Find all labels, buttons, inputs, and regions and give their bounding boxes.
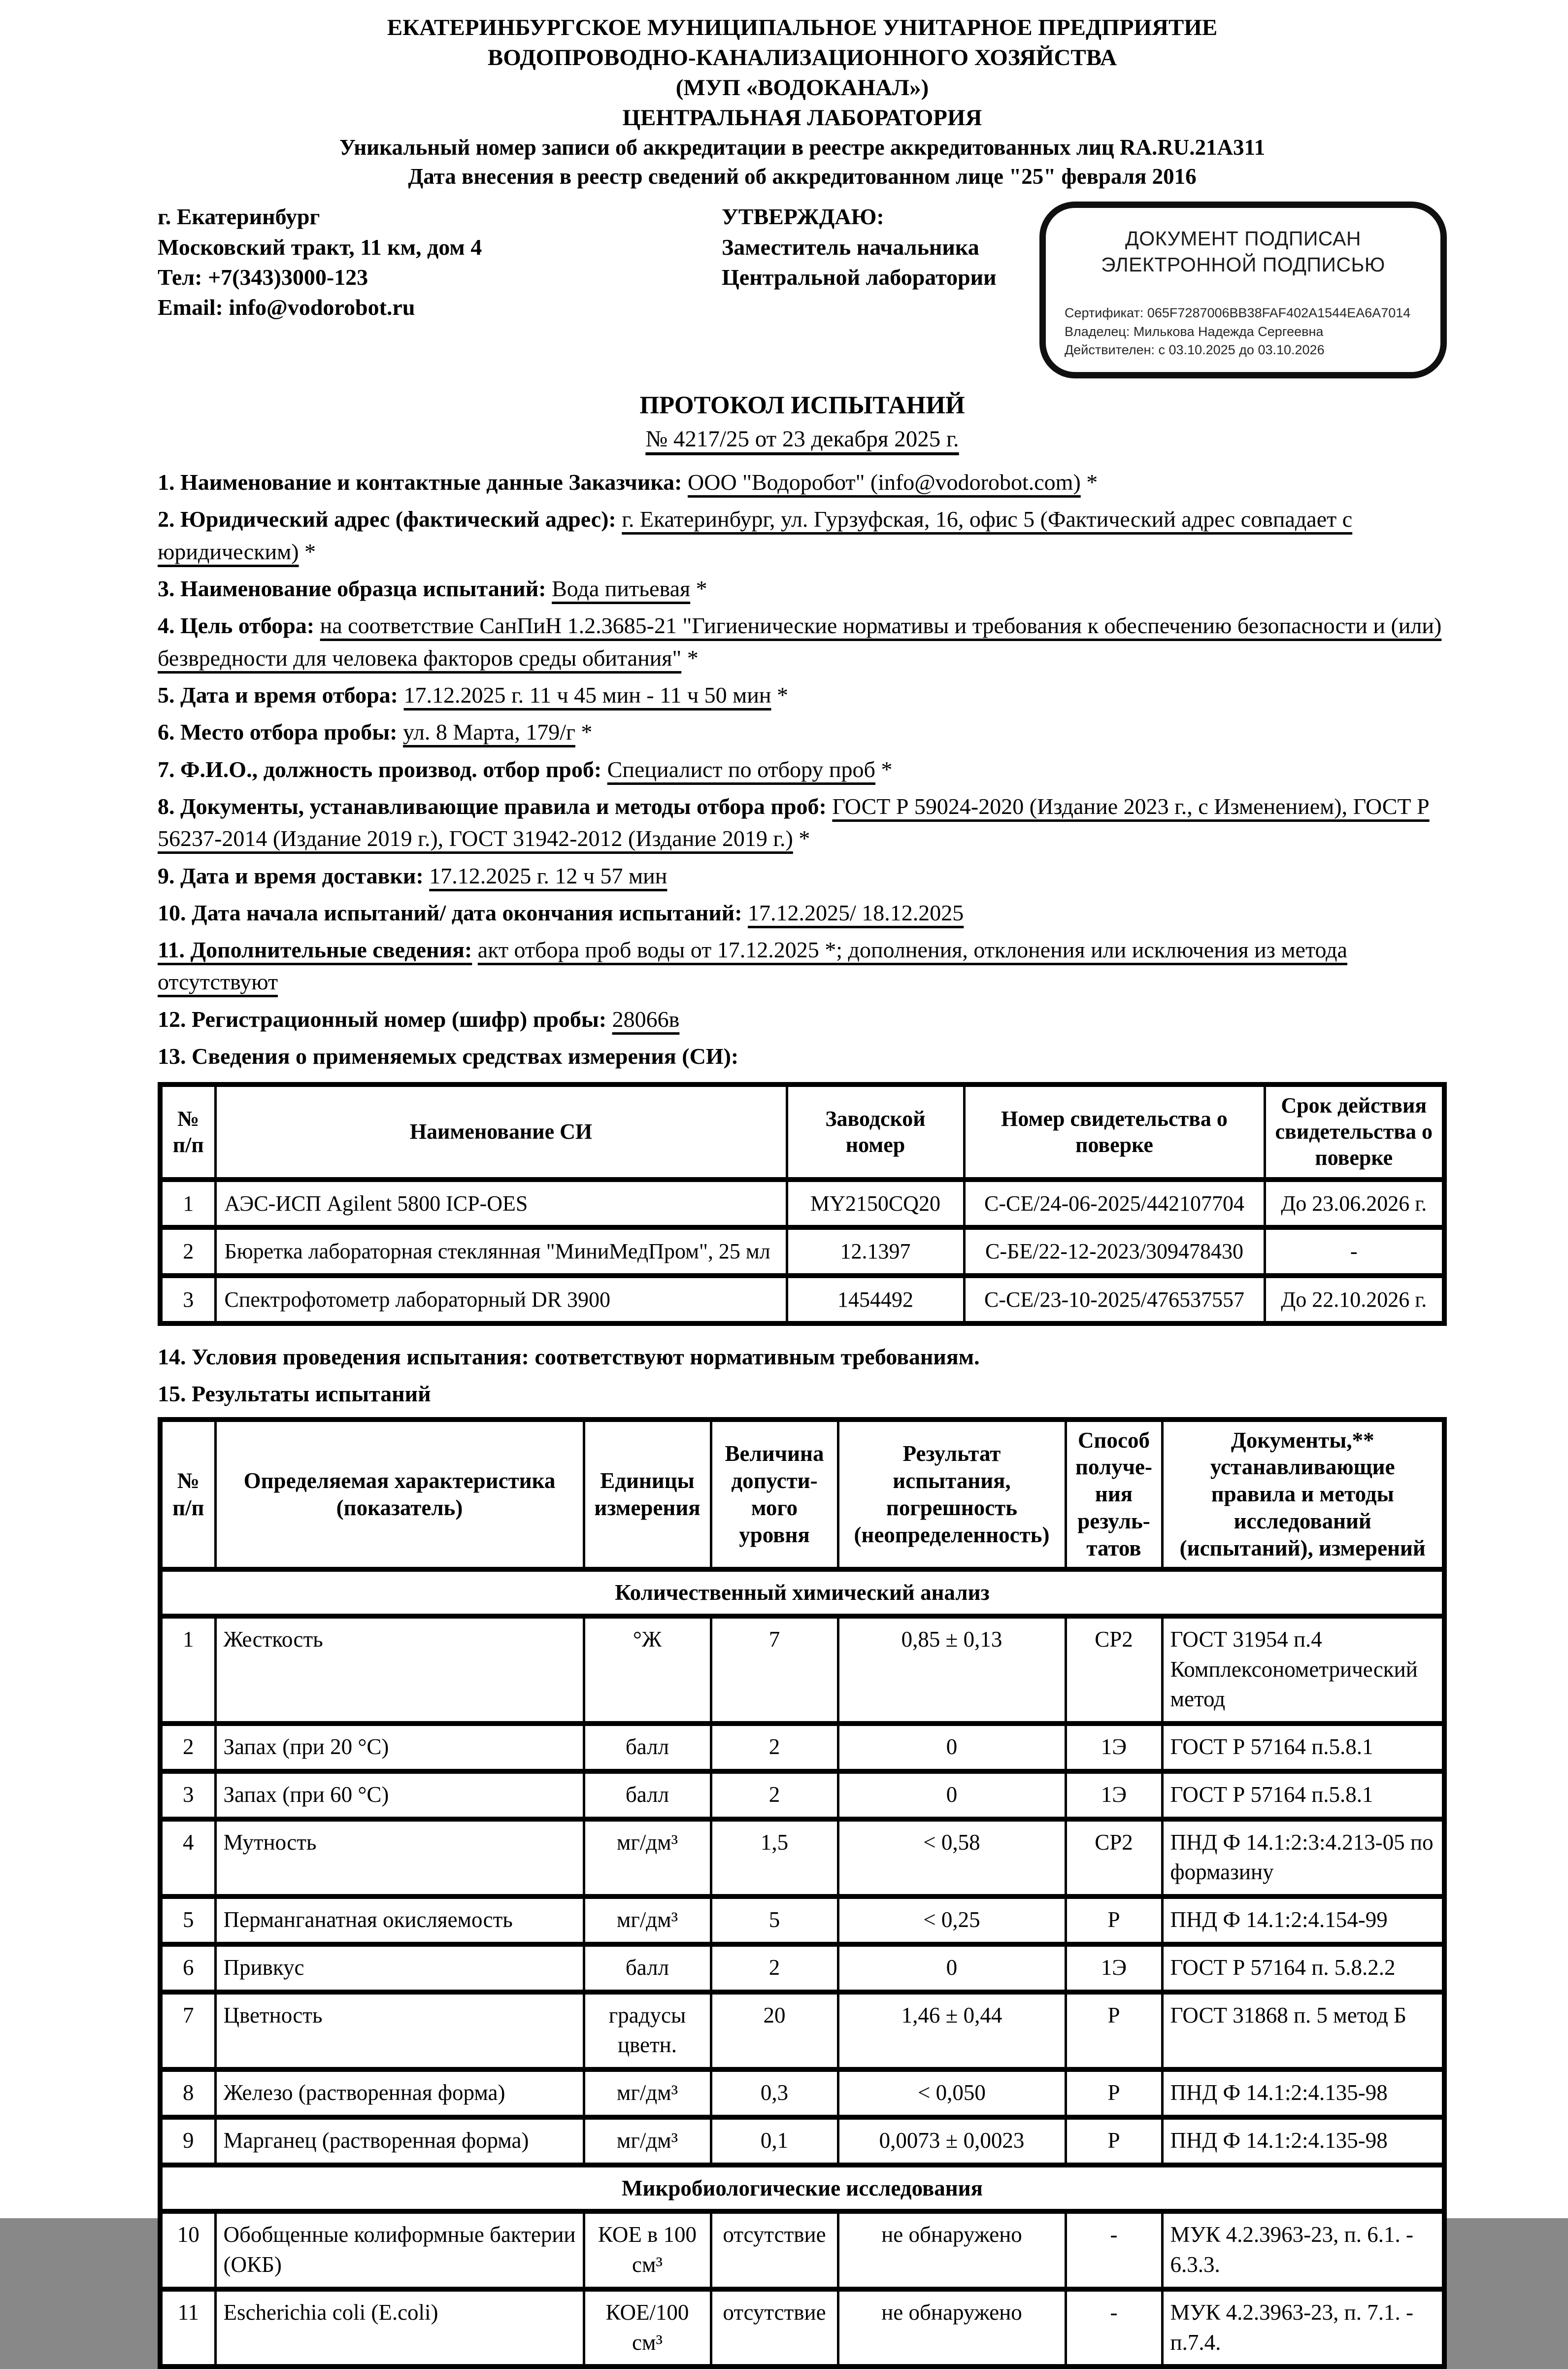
si-row2-valid: - bbox=[1265, 1227, 1444, 1275]
section-row-chemical bbox=[160, 1569, 1444, 1616]
res-row10-result: не обнаружено bbox=[838, 2211, 1066, 2289]
res-row4-limit: 1,5 bbox=[711, 1819, 838, 1897]
protocol-item-1 bbox=[158, 466, 1447, 498]
protocol-item-11 bbox=[158, 934, 1447, 998]
item-6-value: ул. 8 Марта, 179/г bbox=[402, 719, 575, 745]
item-3-label: 3. Наименование образца испытаний: bbox=[158, 576, 546, 601]
si-table-header-row bbox=[160, 1084, 1444, 1179]
table-row bbox=[160, 1771, 1444, 1819]
si-row3-num: 3 bbox=[160, 1276, 215, 1323]
org-header bbox=[158, 13, 1447, 191]
si-row3-name: Спектрофотометр лабораторный DR 3900 bbox=[215, 1276, 787, 1323]
res-row2-doc: ГОСТ Р 57164 п.5.8.1 bbox=[1162, 1724, 1444, 1771]
item-10-value: 17.12.2025/ 18.12.2025 bbox=[748, 900, 964, 925]
table-row bbox=[160, 1724, 1444, 1771]
res-row5-result: < 0,25 bbox=[838, 1896, 1066, 1944]
res-row1-name: Жесткость bbox=[215, 1616, 584, 1724]
res-row4-num: 4 bbox=[160, 1819, 215, 1897]
item-5-value: 17.12.2025 г. 11 ч 45 мин - 11 ч 50 мин bbox=[403, 682, 771, 708]
res-row1-num: 1 bbox=[160, 1616, 215, 1724]
item-5-label: 5. Дата и время отбора: bbox=[158, 682, 398, 708]
res-row7-name: Цветность bbox=[215, 1992, 584, 2070]
res-row4-method: СР2 bbox=[1066, 1819, 1162, 1897]
res-col-num: № п/п bbox=[160, 1420, 215, 1569]
res-col-docs: Документы,** устанавливающие правила и методы исследований (испытаний), измерений bbox=[1162, 1420, 1444, 1569]
results-table-header-row bbox=[160, 1420, 1444, 1569]
contact-email: Email: info@vodorobot.ru bbox=[158, 294, 415, 320]
item-8-footnote-mark: * bbox=[799, 826, 810, 851]
item-3-footnote-mark: * bbox=[696, 576, 707, 601]
res-row1-doc: ГОСТ 31954 п.4 Комплексонометрический метод bbox=[1162, 1616, 1444, 1724]
res-row5-name: Перманганатная окисляемость bbox=[215, 1896, 584, 1944]
protocol-item-3 bbox=[158, 573, 1447, 605]
res-row4-result: < 0,58 bbox=[838, 1819, 1066, 1897]
res-row2-num: 2 bbox=[160, 1724, 215, 1771]
approve-position-line1: Заместитель начальника bbox=[722, 234, 979, 260]
table-row bbox=[160, 1180, 1444, 1227]
res-row5-num: 5 bbox=[160, 1896, 215, 1944]
contact-city: г. Екатеринбург bbox=[158, 204, 320, 230]
si-row1-valid: До 23.06.2026 г. bbox=[1265, 1180, 1444, 1227]
res-row3-name: Запах (при 60 °С) bbox=[215, 1771, 584, 1819]
res-row3-unit: балл bbox=[584, 1771, 711, 1819]
si-row1-name: АЭС-ИСП Agilent 5800 ICP-OES bbox=[215, 1180, 787, 1227]
item-4-label: 4. Цель отбора: bbox=[158, 613, 315, 639]
info-row bbox=[158, 202, 1447, 378]
table-row bbox=[160, 2117, 1444, 2165]
res-row2-limit: 2 bbox=[711, 1724, 838, 1771]
res-row8-unit: мг/дм³ bbox=[584, 2069, 711, 2117]
res-col-characteristic: Определяемая характеристика (показатель) bbox=[215, 1420, 584, 1569]
res-row9-name: Марганец (растворенная форма) bbox=[215, 2117, 584, 2165]
res-row10-method: - bbox=[1066, 2211, 1162, 2289]
protocol-item-6 bbox=[158, 716, 1447, 748]
protocol-title: ПРОТОКОЛ ИСПЫТАНИЙ bbox=[639, 392, 965, 420]
si-row3-serial: 1454492 bbox=[787, 1276, 964, 1323]
res-col-result: Результат испытания, погрешность (неопределенность) bbox=[838, 1420, 1066, 1569]
res-row8-method: Р bbox=[1066, 2069, 1162, 2117]
item-5-footnote-mark: * bbox=[777, 682, 789, 708]
res-row9-num: 9 bbox=[160, 2117, 215, 2165]
stamp-owner: Владелец: Милькова Надежда Сергеевна bbox=[1065, 324, 1324, 339]
table-row bbox=[160, 1896, 1444, 1944]
res-row1-limit: 7 bbox=[711, 1616, 838, 1724]
res-row10-doc: МУК 4.2.3963-23, п. 6.1. - 6.3.3. bbox=[1162, 2211, 1444, 2289]
res-row7-result: 1,46 ± 0,44 bbox=[838, 1992, 1066, 2070]
item-6-label: 6. Место отбора пробы: bbox=[158, 719, 398, 745]
res-row2-method: 1Э bbox=[1066, 1724, 1162, 1771]
res-row11-limit: отсутствие bbox=[711, 2289, 838, 2367]
item-8-value: ГОСТ Р 59024-2020 (Издание 2023 г., с Изменением), ГОСТ Р 56237-2014 (Издание 2019 г.), ГОСТ 31942-2012 (Издание 2019 г.) bbox=[158, 793, 1430, 851]
table-row bbox=[160, 1944, 1444, 1992]
si-col-num: № п/п bbox=[160, 1084, 215, 1179]
protocol-item-9 bbox=[158, 860, 1447, 892]
item-1-footnote-mark: * bbox=[1086, 470, 1098, 495]
measuring-instruments-table bbox=[158, 1082, 1447, 1326]
si-row2-serial: 12.1397 bbox=[787, 1227, 964, 1275]
item-6-footnote-mark: * bbox=[581, 719, 593, 745]
res-row1-unit: °Ж bbox=[584, 1616, 711, 1724]
res-row1-result: 0,85 ± 0,13 bbox=[838, 1616, 1066, 1724]
res-row3-doc: ГОСТ Р 57164 п.5.8.1 bbox=[1162, 1771, 1444, 1819]
res-row11-doc: МУК 4.2.3963-23, п. 7.1. - п.7.4. bbox=[1162, 2289, 1444, 2367]
protocol-item-2 bbox=[158, 503, 1447, 568]
si-row2-name: Бюретка лабораторная стеклянная "МиниМедПром", 25 мл bbox=[215, 1227, 787, 1275]
contact-phone: Тел: +7(343)3000-123 bbox=[158, 264, 368, 290]
item-14-value: соответствуют нормативным требованиям. bbox=[534, 1344, 980, 1369]
res-row11-num: 11 bbox=[160, 2289, 215, 2367]
org-name-line3: (МУП «ВОДОКАНАЛ») bbox=[675, 75, 929, 101]
table-row bbox=[160, 2211, 1444, 2289]
item-9-label: 9. Дата и время доставки: bbox=[158, 863, 424, 888]
res-row3-limit: 2 bbox=[711, 1771, 838, 1819]
res-row6-result: 0 bbox=[838, 1944, 1066, 1992]
res-row6-unit: балл bbox=[584, 1944, 711, 1992]
res-row10-num: 10 bbox=[160, 2211, 215, 2289]
protocol-item-15 bbox=[158, 1378, 1447, 1410]
protocol-number-line: № 4217/25 от 23 декабря 2025 г. bbox=[645, 426, 959, 452]
res-row10-name: Обобщенные колиформные бактерии (ОКБ) bbox=[215, 2211, 584, 2289]
item-2-label: 2. Юридический адрес (фактический адрес): bbox=[158, 507, 616, 532]
protocol-item-8 bbox=[158, 790, 1447, 855]
res-row8-num: 8 bbox=[160, 2069, 215, 2117]
table-row bbox=[160, 1616, 1444, 1724]
item-7-label: 7. Ф.И.О., должность производ. отбор проб: bbox=[158, 756, 602, 782]
res-row8-name: Железо (растворенная форма) bbox=[215, 2069, 584, 2117]
item-8-label: 8. Документы, устанавливающие правила и методы отбора проб: bbox=[158, 793, 827, 819]
res-row11-unit: КОЕ/100 см³ bbox=[584, 2289, 711, 2367]
res-row4-unit: мг/дм³ bbox=[584, 1819, 711, 1897]
accreditation-number-line: Уникальный номер записи об аккредитации в реестре аккредитованных лиц RA.RU.21A311 bbox=[339, 135, 1266, 160]
protocol-item-14 bbox=[158, 1341, 1447, 1373]
item-13-label: 13. Сведения о применяемых средствах измерения (СИ): bbox=[158, 1044, 739, 1069]
item-4-footnote-mark: * bbox=[687, 645, 699, 671]
res-row6-name: Привкус bbox=[215, 1944, 584, 1992]
stamp-title bbox=[1065, 226, 1422, 277]
res-row11-name: Escherichia coli (E.coli) bbox=[215, 2289, 584, 2367]
res-row6-doc: ГОСТ Р 57164 п. 5.8.2.2 bbox=[1162, 1944, 1444, 1992]
si-row1-num: 1 bbox=[160, 1180, 215, 1227]
item-4-value: на соответствие СанПиН 1.2.3685-21 "Гигиенические нормативы и требования к обеспечению безопасности и (или) безвредности для человека факторов среды обитания" bbox=[158, 613, 1442, 671]
protocol-item-10 bbox=[158, 897, 1447, 929]
res-row4-doc: ПНД Ф 14.1:2:3:4.213-05 по формазину bbox=[1162, 1819, 1444, 1897]
res-row7-limit: 20 bbox=[711, 1992, 838, 2070]
item-1-label: 1. Наименование и контактные данные Заказчика: bbox=[158, 470, 682, 495]
si-col-serial: Заводской номер bbox=[787, 1084, 964, 1179]
si-col-name: Наименование СИ bbox=[215, 1084, 787, 1179]
stamp-certificate: Сертификат: 065F7287006BB38FAF402A1544EA6A7014 bbox=[1065, 305, 1411, 321]
protocol-item-12 bbox=[158, 1003, 1447, 1035]
electronic-signature-stamp bbox=[1039, 202, 1447, 378]
res-row9-result: 0,0073 ± 0,0023 bbox=[838, 2117, 1066, 2165]
res-row5-doc: ПНД Ф 14.1:2:4.154-99 bbox=[1162, 1896, 1444, 1944]
res-row3-result: 0 bbox=[838, 1771, 1066, 1819]
accreditation-date-line: Дата внесения в реестр сведений об аккредитованном лице "25" февраля 2016 bbox=[408, 164, 1197, 189]
si-col-cert: Номер свидетельства о поверке bbox=[964, 1084, 1265, 1179]
si-row1-cert: С-СЕ/24-06-2025/442107704 bbox=[964, 1180, 1265, 1227]
res-row8-result: < 0,050 bbox=[838, 2069, 1066, 2117]
res-row5-method: Р bbox=[1066, 1896, 1162, 1944]
res-col-units: Единицы измерения bbox=[584, 1420, 711, 1569]
protocol-item-5 bbox=[158, 679, 1447, 711]
approve-title: УТВЕРЖДАЮ: bbox=[722, 204, 884, 230]
item-2-value: г. Екатеринбург, ул. Гурзуфская, 16, офис 5 (Фактический адрес совпадает с юридическим) bbox=[158, 507, 1353, 564]
res-row9-limit: 0,1 bbox=[711, 2117, 838, 2165]
item-11-value: акт отбора проб воды от 17.12.2025 *; дополнения, отклонения или исключения из метода отсутствуют bbox=[158, 937, 1347, 995]
item-9-value: 17.12.2025 г. 12 ч 57 мин bbox=[429, 863, 667, 888]
res-row11-result: не обнаружено bbox=[838, 2289, 1066, 2367]
protocol-item-7 bbox=[158, 753, 1447, 785]
res-row2-result: 0 bbox=[838, 1724, 1066, 1771]
item-1-value: ООО "Водоробот" (info@vodorobot.com) bbox=[688, 470, 1081, 495]
item-3-value: Вода питьевая bbox=[552, 576, 691, 601]
table-row bbox=[160, 2069, 1444, 2117]
si-row3-valid: До 22.10.2026 г. bbox=[1265, 1276, 1444, 1323]
res-row7-doc: ГОСТ 31868 п. 5 метод Б bbox=[1162, 1992, 1444, 2070]
si-row3-cert: С-СЕ/23-10-2025/476537557 bbox=[964, 1276, 1265, 1323]
section-title-microbiology: Микробиологические исследования bbox=[160, 2165, 1444, 2212]
approve-block bbox=[722, 202, 1039, 292]
approve-position-line2: Центральной лаборатории bbox=[722, 264, 997, 290]
res-row7-num: 7 bbox=[160, 1992, 215, 2070]
item-12-value: 28066в bbox=[612, 1006, 680, 1032]
res-row6-limit: 2 bbox=[711, 1944, 838, 1992]
res-row10-limit: отсутствие bbox=[711, 2211, 838, 2289]
org-lab-line: ЦЕНТРАЛЬНАЯ ЛАБОРАТОРИЯ bbox=[622, 105, 982, 131]
stamp-validity: Действителен: с 03.10.2025 до 03.10.2026 bbox=[1065, 342, 1325, 357]
res-row7-unit: градусы цветн. bbox=[584, 1992, 711, 2070]
item-11-label: 11. Дополнительные сведения: bbox=[158, 937, 472, 963]
res-row9-doc: ПНД Ф 14.1:2:4.135-98 bbox=[1162, 2117, 1444, 2165]
item-7-value: Специалист по отбору проб bbox=[607, 756, 875, 782]
si-row1-serial: MY2150CQ20 bbox=[787, 1180, 964, 1227]
test-results-table bbox=[158, 1417, 1447, 2369]
res-row3-method: 1Э bbox=[1066, 1771, 1162, 1819]
item-7-footnote-mark: * bbox=[881, 756, 893, 782]
table-row bbox=[160, 1819, 1444, 1897]
res-row8-doc: ПНД Ф 14.1:2:4.135-98 bbox=[1162, 2069, 1444, 2117]
item-12-label: 12. Регистрационный номер (шифр) пробы: bbox=[158, 1006, 607, 1032]
org-name-line2: ВОДОПРОВОДНО-КАНАЛИЗАЦИОННОГО ХОЗЯЙСТВА bbox=[487, 45, 1117, 71]
section-row-microbiology bbox=[160, 2165, 1444, 2212]
res-row11-method: - bbox=[1066, 2289, 1162, 2367]
item-15-label: 15. Результаты испытаний bbox=[158, 1381, 431, 1407]
table-row bbox=[160, 1992, 1444, 2070]
stamp-details bbox=[1065, 304, 1422, 359]
protocol-item-4 bbox=[158, 609, 1447, 674]
res-row1-method: СР2 bbox=[1066, 1616, 1162, 1724]
table-row bbox=[160, 1276, 1444, 1323]
table-row bbox=[160, 1227, 1444, 1275]
res-row10-unit: КОЕ в 100 см³ bbox=[584, 2211, 711, 2289]
res-row5-unit: мг/дм³ bbox=[584, 1896, 711, 1944]
res-row6-num: 6 bbox=[160, 1944, 215, 1992]
res-row9-unit: мг/дм³ bbox=[584, 2117, 711, 2165]
res-row2-name: Запах (при 20 °С) bbox=[215, 1724, 584, 1771]
res-row8-limit: 0,3 bbox=[711, 2069, 838, 2117]
contact-address: Московский тракт, 11 км, дом 4 bbox=[158, 234, 482, 260]
item-2-footnote-mark: * bbox=[304, 539, 316, 564]
org-name-line1: ЕКАТЕРИНБУРГСКОЕ МУНИЦИПАЛЬНОЕ УНИТАРНОЕ ПРЕДПРИЯТИЕ bbox=[387, 15, 1218, 40]
stamp-title-line1: ДОКУМЕНТ ПОДПИСАН bbox=[1125, 227, 1361, 250]
res-row9-method: Р bbox=[1066, 2117, 1162, 2165]
res-row5-limit: 5 bbox=[711, 1896, 838, 1944]
si-col-valid: Срок действия свидетельства о поверке bbox=[1265, 1084, 1444, 1179]
res-row4-name: Мутность bbox=[215, 1819, 584, 1897]
item-14-label: 14. Условия проведения испытания: bbox=[158, 1344, 529, 1369]
item-10-label: 10. Дата начала испытаний/ дата окончания испытаний: bbox=[158, 900, 742, 925]
protocol-item-13 bbox=[158, 1040, 1447, 1072]
res-row2-unit: балл bbox=[584, 1724, 711, 1771]
res-row6-method: 1Э bbox=[1066, 1944, 1162, 1992]
table-row bbox=[160, 2289, 1444, 2367]
si-row2-cert: С-БЕ/22-12-2023/309478430 bbox=[964, 1227, 1265, 1275]
res-row3-num: 3 bbox=[160, 1771, 215, 1819]
stamp-title-line2: ЭЛЕКТРОННОЙ ПОДПИСЬЮ bbox=[1101, 253, 1385, 276]
section-title-chemical: Количественный химический анализ bbox=[160, 1569, 1444, 1616]
res-col-limit: Величина допусти-мого уровня bbox=[711, 1420, 838, 1569]
si-row2-num: 2 bbox=[160, 1227, 215, 1275]
res-col-method: Способ получе-ния резуль-татов bbox=[1066, 1420, 1162, 1569]
lab-contact-block bbox=[158, 202, 722, 322]
res-row7-method: Р bbox=[1066, 1992, 1162, 2070]
